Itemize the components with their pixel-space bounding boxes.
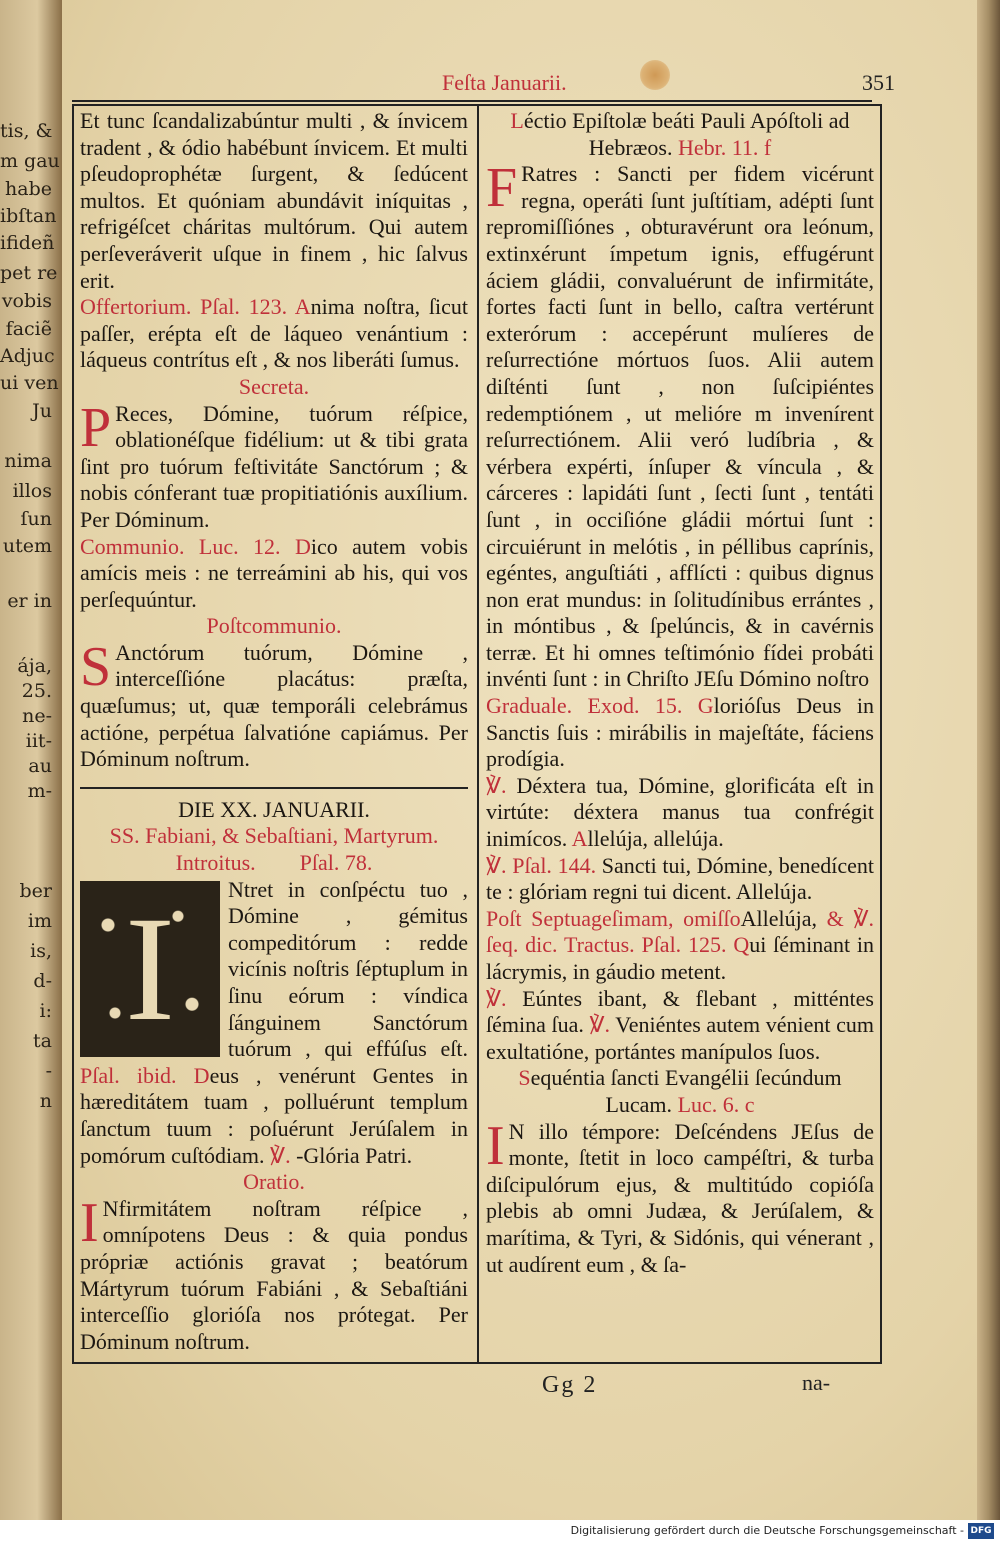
- lesson-title: [486, 108, 874, 161]
- gospel-drop-initial: I: [486, 1114, 505, 1177]
- tract-initial: Q: [733, 932, 750, 958]
- prev-page-fragment: au: [28, 755, 52, 777]
- tract-verse-2: Veniéntes autem vénient cum exultatióne, portántes manípulos ſuos.: [486, 1012, 874, 1064]
- introit-psalm-text: eus , venérunt Gentes in hæreditátem tuam , polluérunt templum ſanctum tuum : poſuérunt Jerúſalem in pomórum cuſtódiam.: [80, 1062, 468, 1168]
- gospel-text: N illo témpore: Deſcéndens JEſus de monte, ſtetit in loco campéſtri, & turba diſcipulórum ejus, & multitúdo copióſa plebis ab omni Judæa, & Jerúſalem, & marítima, & Tyri, & Sidónis, qui vénerant , ut audírent eum , & ſa-: [486, 1118, 874, 1277]
- introit-label: Introitus.: [175, 850, 256, 876]
- page-fore-edge: [977, 0, 1000, 1520]
- alleluia-text: llelúja, allelúja.: [587, 826, 724, 852]
- offertory-label: Offertorium. Pſal. 123.: [80, 294, 288, 320]
- book-page: [62, 0, 977, 1520]
- versicle-sign: ℣.: [486, 852, 507, 878]
- right-column: [486, 108, 874, 1358]
- prev-page-fragment: ifideñ: [0, 232, 55, 254]
- tract-label: & ℣. ſeq. dic. Tractus. Pſal. 125.: [486, 905, 874, 958]
- prev-page-fragment: ſun: [20, 508, 52, 530]
- prev-page-fragment: illos: [12, 480, 52, 502]
- secret-text: Reces, Dómine, tuórum réſpice, oblationéſque fidélium: ut & tibi grata ſint pro tuórum feſtivitáte Sanctórum ; & nobis cónferant tuæ propitiatiónis auxílium. Per Dóminum.: [80, 400, 468, 532]
- oration-label: Oratio.: [243, 1169, 305, 1195]
- prev-page-fragment: i:: [39, 1000, 52, 1022]
- prev-page-fragment: is,: [30, 940, 52, 962]
- versicle-sign: ℣.: [486, 772, 507, 798]
- introit: [80, 877, 468, 1170]
- oration-drop-initial: I: [80, 1191, 99, 1254]
- secret-label: Secreta.: [238, 373, 310, 399]
- decorated-initial: [80, 881, 220, 1057]
- prev-page-fragment: ne-: [22, 705, 52, 727]
- prev-page-fragment: pet re: [0, 262, 58, 284]
- lesson-text: Ratres : Sancti per fidem vicérunt regna, operáti ſunt juſtítiam, adépti ſunt repromiſſiónes , obturavérunt ora leónum, extinxérunt ímpetum ignis, effugérunt áciem gládii, convaluérunt de infirmitáte, fortes facti ſunt in bello, caſtra vertérunt exterórum : accepérunt mulíeres de reſurrectióne mórtuos ſuos. Alii autem diſténti ſunt , non ſuſcipiéntes redemptiónem , ut melióre m invenírent reſurrectiónem. Alii veró ludíbria , & vérbera expérti, ínſuper & víncula , & cárceres : lapidáti ſunt , ſecti ſunt , tentáti ſunt , in occiſióne gládii mórtui ſunt : circuiérunt in melótis , in péllibus caprínis, egéntes, anguſtiáti , afflícti : quibus dignus non erat mundus: in ſolitudínibus errántes , in móntibus , & ſpelúncis, & in cavérnis terræ. Et hi omnes teſtimónio fídei probáti invénti ſunt : in Chriſto JEſu Dómino noſtro: [486, 161, 874, 692]
- versicle-sign: ℣.: [589, 1012, 611, 1038]
- lesson: [486, 157, 874, 693]
- lesson-ref: Hebr. 11. f: [677, 134, 772, 160]
- alleluia-initial: A: [571, 826, 588, 852]
- introit-ref: Pſal. 78.: [299, 850, 373, 876]
- digitization-footer: [0, 1520, 1000, 1544]
- header-rule: [72, 100, 872, 102]
- prev-page-fragment: tis, &: [0, 120, 53, 142]
- offertory: [80, 294, 468, 374]
- introit-heading: [80, 850, 468, 877]
- prev-page-fragment: utem: [2, 535, 52, 557]
- dfg-logo: DFG: [968, 1523, 994, 1539]
- gospel-ending: Et tunc ſcandalizabúntur multi , & ínvicem tradent , & ódio habébunt ínvicem. Et multi pſeudoprophétæ ſurgent, & ſedúcent multos. Et quóniam abundávit iníquitas , refrigéſcet cháritas multórum. Qui autem perſeveráverit uſque in finem , hic ſalvus erit.: [80, 108, 468, 293]
- printer-signature: Gg 2: [542, 1372, 598, 1398]
- tract-verses: [486, 986, 874, 1066]
- prev-page-fragment: -: [45, 1060, 52, 1082]
- gospel-title: [486, 1065, 874, 1118]
- decorated-initial-letter: I: [125, 885, 175, 1052]
- gradual-text: lorióſus Deus in Sanctis ſuis : mirábilis in majeſtáte, fáciens prodígia.: [486, 693, 875, 772]
- prev-page-fragment: faciẽ: [5, 318, 52, 340]
- lesson-title-initial: L: [510, 108, 524, 133]
- prev-page-fragment: 25.: [21, 680, 52, 702]
- gloria-patri: -Glória Patri.: [296, 1142, 413, 1168]
- alleluia-verse-label: Pſal. 144.: [512, 852, 597, 878]
- prev-page-fragment: m-: [27, 780, 52, 802]
- tract: [486, 906, 874, 986]
- gradual-verse-text: Déxtera tua, Dómine, glorificáta eſt in virtúte: déxtera manus tua confrégit inimícos.: [486, 772, 875, 852]
- versicle-sign: ℣.: [270, 1142, 291, 1168]
- alleluia-verse: [486, 853, 874, 906]
- prev-page-fragment: ája,: [17, 655, 52, 677]
- communion-label: Communio. Luc. 12.: [80, 533, 281, 559]
- introit-text: Ntret in conſpéctu tuo , Dómine , gémitus compeditórum : redde vicínis noſtris ſéptuplum in ſinu eórum : víndica ſánguinem Sanctórum tuórum , qui effúſus eſt.: [228, 876, 468, 1062]
- prev-page-fragment: Adjuc: [0, 345, 55, 367]
- prev-page-fragment: m gau: [0, 150, 60, 172]
- prev-page-fragment: n: [39, 1090, 52, 1112]
- tract-text: ui ſéminant in lácrymis, in gáudio metent.: [486, 932, 875, 984]
- gradual-label: Graduale. Exod. 15.: [486, 693, 683, 719]
- prev-page-fragment: ui ven: [0, 372, 59, 394]
- lesson-drop-initial: F: [486, 157, 518, 220]
- prev-page-fragment: habe: [5, 178, 52, 200]
- lesson-title-text: éctio Epiſtolæ beáti Pauli Apóſtoli ad Hebræos.: [523, 108, 850, 160]
- secret-drop-initial: P: [80, 396, 112, 459]
- prev-page-fragment: ber: [19, 880, 52, 902]
- prev-page-fragment: im: [27, 910, 52, 932]
- postcommunion: [80, 635, 468, 773]
- postcommunion-drop-initial: S: [80, 635, 112, 698]
- prev-page-fragment: ibſtan: [0, 205, 57, 227]
- prev-page-fragment: ta: [33, 1030, 52, 1052]
- catchword: na-: [802, 1370, 831, 1395]
- gospel-title-initial: S: [518, 1065, 531, 1091]
- communion: [80, 534, 468, 614]
- prev-page-fragment: iit-: [25, 730, 52, 752]
- saints-title: SS. Fabiani, & Sebaſtiani, Martyrum.: [109, 823, 439, 849]
- gospel: [486, 1114, 874, 1279]
- oration: [80, 1191, 468, 1356]
- alleluia-verse-text: Sancti tui, Dómine, benedícent te : glóriam regni tui dicent. Allelúja.: [486, 852, 875, 905]
- septuagesima-label: Poſt Septuageſimam, omiſſo: [486, 905, 741, 931]
- versicle-sign: ℣.: [486, 985, 507, 1011]
- introit-psalm-initial: D: [193, 1062, 210, 1088]
- section-rule: [80, 787, 468, 789]
- dfg-credit: Digitalisierung gefördert durch die Deutsche Forschungsgemeinschaft -: [570, 1524, 964, 1537]
- introit-psalm-label: Pſal. ibid.: [80, 1062, 177, 1088]
- paper-stain: [640, 60, 670, 90]
- postcommunion-label: Poſtcommunio.: [206, 613, 342, 639]
- page-number: 351: [862, 70, 895, 95]
- left-column: [80, 108, 468, 1358]
- secret: [80, 396, 468, 534]
- tract-verse-1: Eúntes ibant, & flebant , mitténtes ſémina ſua.: [486, 985, 874, 1038]
- gradual-initial: G: [697, 693, 714, 719]
- gradual-verse: [486, 773, 874, 853]
- previous-page-edge: [0, 0, 62, 1544]
- gradual: [486, 693, 874, 773]
- septuagesima-alleluia: Allelúja,: [740, 905, 817, 931]
- running-head: Feſta Januarii.: [442, 70, 567, 95]
- prev-page-fragment: vobis: [1, 290, 52, 312]
- prev-page-fragment: d-: [33, 970, 52, 992]
- prev-page-fragment: er in: [7, 590, 52, 612]
- communion-initial: D: [294, 533, 311, 559]
- offertory-text: nima noſtra, ſicut paſſer, erépta eſt de láqueo venántium : láqueus contrítus eſt , & nos liberáti ſumus.: [80, 294, 468, 373]
- column-divider: [477, 104, 479, 1364]
- oration-text: Nfirmitátem noſtram réſpice , omnípotens Deus : & quia pondus própriæ actiónis gravat ; beatórum Mártyrum tuórum Fabiáni , & Sebaſtiáni interceſſio glorióſa nos prótegat. Per Dóminum noſtrum.: [80, 1195, 468, 1354]
- prev-page-fragment: Ju: [32, 400, 52, 422]
- communion-text: ico autem vobis amícis meis : ne terreámini ab his, qui vos perſequúntur.: [80, 533, 468, 612]
- offertory-initial: A: [294, 294, 311, 320]
- postcommunion-text: Anctórum tuórum, Dómine , interceſſióne placátus: præſta, quæſumus; ut, quæ temporáli celebrámus actióne, perpétua ſalvatióne capiámus. Per Dóminum noſtrum.: [80, 639, 468, 772]
- day-title: DIE XX. JANUARII.: [178, 796, 370, 822]
- gospel-title-text: equéntia ſancti Evangélii ſecúndum Lucam.: [530, 1065, 842, 1117]
- prev-page-fragment: nima: [4, 450, 52, 472]
- gospel-ref: Luc. 6. c: [677, 1091, 755, 1117]
